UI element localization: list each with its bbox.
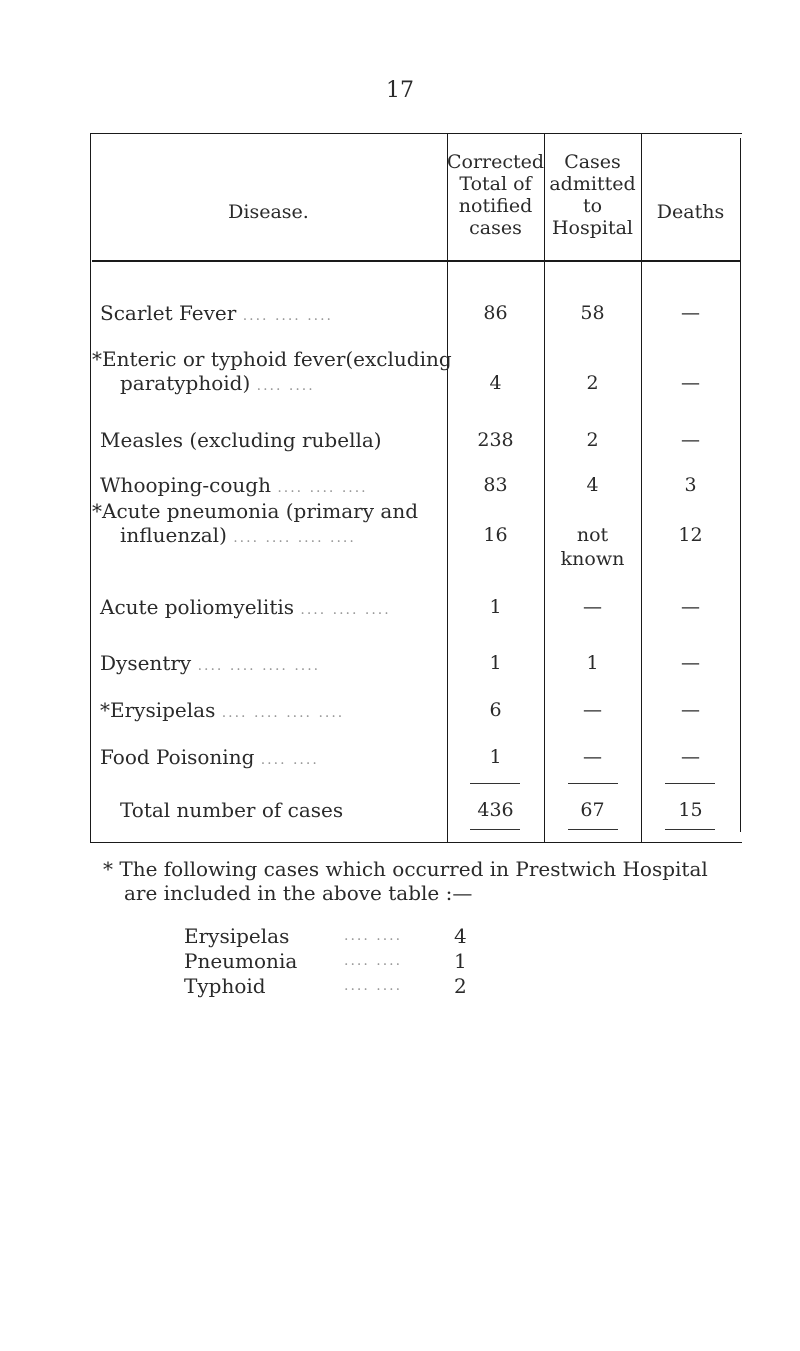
deaths-cell: — — [681, 302, 700, 324]
header-admitted: Cases admitted to Hospital — [549, 151, 636, 239]
list-item: Typhoid .... .... 2 — [184, 974, 467, 998]
notified-cell: 16 — [483, 524, 508, 546]
total-rule-top — [665, 783, 715, 784]
admitted-cell: 2 — [586, 429, 599, 451]
deaths-cell: — — [681, 652, 700, 674]
footnote-line: * The following cases which occurred in Prestwich Hospital — [103, 857, 708, 881]
table-row: Whooping-cough .... .... .... — [100, 473, 368, 497]
table-row: Scarlet Fever .... .... .... — [100, 301, 333, 325]
admitted-cell: — — [583, 699, 602, 721]
total-admitted: 67 — [580, 799, 605, 821]
notified-cell: 1 — [489, 746, 502, 768]
deaths-cell: 3 — [684, 474, 697, 496]
deaths-cell: 12 — [678, 524, 703, 546]
deaths-cell: — — [681, 596, 700, 618]
footnote-line: are included in the above table :— — [124, 881, 473, 905]
total-rule-bottom — [470, 829, 520, 830]
header-separator — [92, 260, 740, 262]
notified-cell: 1 — [489, 652, 502, 674]
admitted-cell: 58 — [580, 302, 605, 324]
deaths-cell: — — [681, 699, 700, 721]
header-disease: Disease. — [228, 201, 309, 223]
list-item: Pneumonia .... .... 1 — [184, 949, 467, 973]
total-rule-bottom — [568, 829, 618, 830]
admitted-cell: — — [583, 596, 602, 618]
total-deaths: 15 — [678, 799, 703, 821]
table-row: Acute poliomyelitis .... .... .... — [100, 595, 391, 619]
notified-cell: 4 — [489, 372, 502, 394]
admitted-cell: 4 — [586, 474, 599, 496]
notified-cell: 6 — [489, 699, 502, 721]
admitted-cell: not known — [560, 524, 625, 570]
total-notified: 436 — [477, 799, 514, 821]
table-top-border — [90, 133, 742, 134]
hospital-cases-list — [184, 924, 504, 999]
table-row: Measles (excluding rubella) — [100, 428, 382, 452]
notified-cell: 1 — [489, 596, 502, 618]
admitted-cell: 1 — [586, 652, 599, 674]
table-row: *Enteric or typhoid fever(excluding paratyphoid) .... .... — [92, 347, 452, 395]
list-item: Erysipelas .... .... 4 — [184, 924, 467, 948]
total-row: Total number of cases — [120, 798, 344, 822]
table-right-border — [740, 138, 741, 832]
notified-cell: 238 — [477, 429, 514, 451]
table-row: Food Poisoning .... .... — [100, 745, 319, 769]
total-rule-top — [470, 783, 520, 784]
deaths-cell: — — [681, 429, 700, 451]
notified-cell: 83 — [483, 474, 508, 496]
total-rule-bottom — [665, 829, 715, 830]
total-rule-top — [568, 783, 618, 784]
header-notified: Corrected Total of notified cases — [447, 151, 545, 239]
table-row: *Erysipelas .... .... .... .... — [100, 698, 345, 722]
table-left-border — [90, 133, 91, 843]
admitted-cell: — — [583, 746, 602, 768]
table-row: *Acute pneumonia (primary and influenzal) .... .... .... .... — [92, 499, 418, 547]
notifications-table — [90, 133, 740, 843]
table-row: Dysentry .... .... .... .... — [100, 651, 321, 675]
header-deaths: Deaths — [656, 201, 725, 223]
footnote — [103, 857, 763, 905]
deaths-cell: — — [681, 372, 700, 394]
admitted-cell: 2 — [586, 372, 599, 394]
page-number: 17 — [386, 78, 414, 103]
notified-cell: 86 — [483, 302, 508, 324]
deaths-cell: — — [681, 746, 700, 768]
table-bottom-border — [90, 842, 742, 843]
